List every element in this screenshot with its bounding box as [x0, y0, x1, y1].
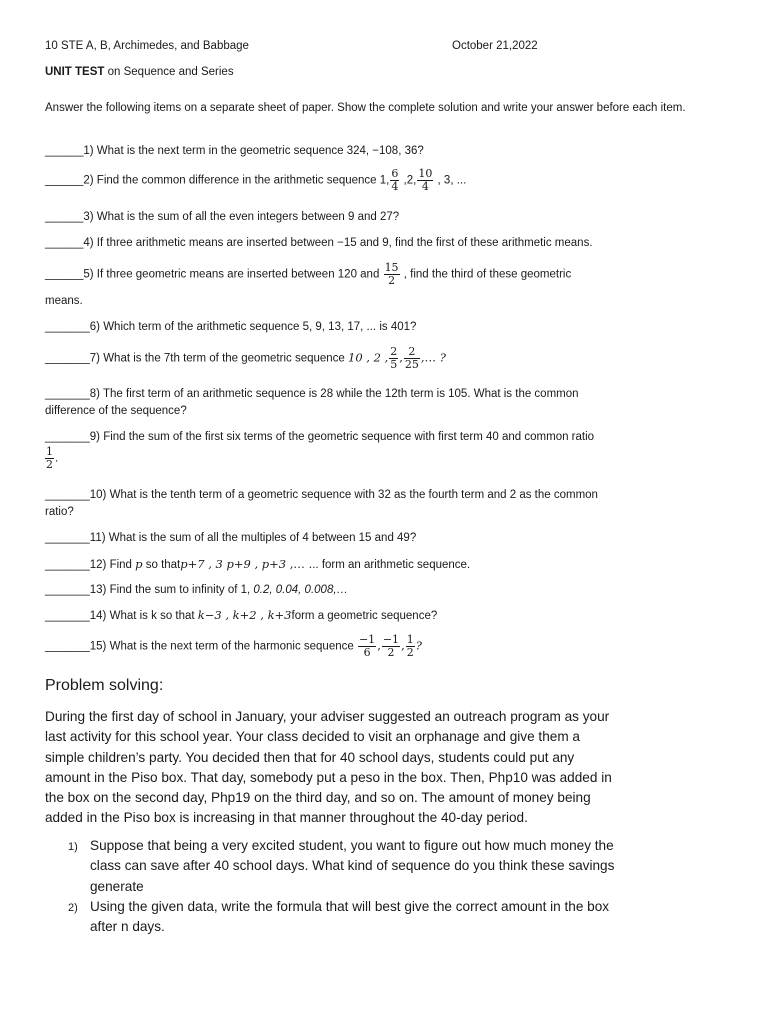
item-15-fraction-2 — [382, 634, 400, 659]
question-line: generate — [90, 878, 144, 894]
item-2-fraction-1 — [390, 168, 399, 193]
test-title-rest: on Sequence and Series — [104, 66, 234, 78]
fraction-denominator: 4 — [391, 180, 399, 193]
question-marker: 1) — [68, 841, 78, 853]
item-7-post: ,… ? — [420, 350, 446, 365]
problem-questions — [45, 836, 614, 937]
fraction-numerator: 6 — [391, 167, 399, 180]
fraction-denominator: 2 — [406, 646, 414, 659]
item-7-math: 10 , 2 , — [348, 350, 389, 365]
class-sections: 10 STE A, B, Archimedes, and Babbage — [45, 40, 249, 52]
question-line: class can save after 40 school days. What kind of sequence do you think these savings — [90, 858, 615, 874]
item-12-variable: p — [135, 557, 143, 571]
item-15-fraction-1 — [358, 634, 376, 659]
fraction-numerator: −1 — [382, 633, 400, 646]
item-7: _______7) What is the 7th term of the geometric sequence 10 , 2 , $\frac{2}{5}$ , $\frac{2}{25}$ ,… ? — [45, 345, 446, 371]
item-13 — [45, 583, 348, 598]
question-line: after n days. — [90, 919, 165, 935]
item-2-post: , 3, ... — [434, 174, 467, 187]
item-12-mid: so that — [142, 559, 181, 571]
item-5-text: ______5) If three geometric means are inserted between 120 and — [45, 268, 383, 281]
item-12-math: p+7 , 3 p+9 , p+3 ,… . — [180, 557, 313, 571]
item-14-post: form a geometric sequence? — [291, 610, 438, 622]
question-1 — [45, 836, 614, 897]
item-14-math: k−3 , k+2 , k+3 — [197, 608, 292, 622]
item-9-post: . — [55, 452, 59, 465]
question-marker: 2) — [68, 901, 78, 914]
fraction-denominator: 6 — [363, 646, 371, 659]
fraction-numerator: 10 — [418, 167, 433, 180]
fraction-numerator: 15 — [384, 261, 399, 274]
test-title — [45, 65, 234, 80]
fraction-numerator: −1 — [358, 633, 376, 646]
paragraph-line: simple children’s party. You decided then that for 40 school days, students could put any — [45, 749, 575, 765]
item-2-fraction-2 — [417, 168, 433, 193]
fraction-denominator: 5 — [390, 358, 398, 371]
paragraph-line: the box on the second day, Php19 on the third day, and so on. The amount of money being — [45, 790, 591, 806]
fraction-numerator: 1 — [46, 445, 53, 458]
paragraph-line: added in the Piso box is increasing in that manner throughout the 40-day period. — [45, 810, 528, 826]
item-2-text: ______2) Find the common difference in the arithmetic sequence 1, — [45, 174, 390, 187]
item-5 — [45, 262, 571, 287]
item-5-fraction — [384, 262, 400, 287]
item-9-fraction — [45, 446, 54, 471]
item-13-series: 0.2, 0.04, 0.008,… — [253, 584, 349, 596]
problem-paragraph — [45, 707, 612, 829]
fraction-denominator: 4 — [421, 180, 429, 193]
question-line: Suppose that being a very excited student, you want to figure out how much money the — [90, 838, 614, 853]
question-2 — [45, 897, 614, 938]
paragraph-line: During the first day of school in January, your adviser suggested an outreach program as your — [45, 709, 610, 724]
item-15-post: ? — [415, 638, 422, 653]
instructions: Answer the following items on a separate sheet of paper. Show the complete solution and write your answer before each item. — [45, 102, 686, 114]
item-5-continued: means. — [45, 295, 83, 307]
item-7-text: _______7) What is the 7th term of the geometric sequence — [45, 352, 349, 365]
item-7-fraction-1 — [389, 346, 398, 371]
item-9: _______9) Find the sum of the first six terms of the geometric sequence with first term 40 and common ratio — [45, 431, 595, 443]
item-6: _______6) Which term of the arithmetic sequence 5, 9, 13, 17, ... is 401? — [45, 321, 417, 333]
item-13-text: _______13) Find the sum to infinity of 1, — [45, 584, 254, 596]
test-title-bold: UNIT TEST — [45, 66, 105, 78]
item-14-text: _______14) What is k so that — [45, 610, 198, 622]
item-8: _______8) The first term of an arithmetic sequence is 28 while the 12th term is 105. What is the common — [45, 388, 579, 400]
fraction-denominator: 2 — [387, 646, 395, 659]
item-12-post: .. form an arithmetic sequence. — [312, 559, 471, 571]
item-10: _______10) What is the tenth term of a geometric sequence with 32 as the fourth term and 2 as the common — [45, 489, 598, 501]
fraction-denominator: 2 — [388, 274, 396, 287]
item-15: _______15) What is the next term of the harmonic sequence $\frac{-1}{6}$ , $\frac{-1}{2}$ , $\frac{1}{2}$ ? — [45, 633, 422, 659]
paragraph-line: last activity for this school year. Your class decided to visit an orphanage and give them a — [45, 729, 580, 745]
item-2 — [45, 168, 466, 193]
test-date: October 21,2022 — [452, 40, 538, 52]
question-line: Using the given data, write the formula that will best give the correct amount in the box — [90, 898, 610, 914]
item-12 — [45, 557, 470, 573]
paragraph-line: amount in the Piso box. That day, somebody put a peso in the box. Then, Php10 was added in — [45, 769, 612, 785]
fraction-denominator: 25 — [404, 358, 419, 371]
item-7-fraction-2 — [404, 346, 420, 371]
item-8-continued: difference of the sequence? — [45, 405, 187, 417]
item-12-text: _______12) Find — [45, 559, 136, 571]
item-5-post: , find the third of these geometric — [400, 268, 572, 281]
item-15-fraction-3 — [406, 634, 415, 659]
item-3: ______3) What is the sum of all the even integers between 9 and 27? — [45, 211, 400, 223]
problem-solving-heading: Problem solving: — [45, 677, 164, 694]
fraction-denominator: 2 — [46, 458, 53, 471]
item-1: ______1) What is the next term in the geometric sequence 324, −108, 36? — [45, 145, 424, 157]
item-9-ratio — [45, 446, 58, 471]
item-11: _______11) What is the sum of all the multiples of 4 between 15 and 49? — [45, 532, 417, 544]
item-14 — [45, 608, 437, 624]
item-15-text: _______15) What is the next term of the harmonic sequence — [45, 640, 357, 653]
fraction-numerator: 1 — [406, 633, 414, 646]
fraction-numerator: 2 — [404, 346, 420, 359]
item-2-mid: ,2, — [400, 174, 417, 187]
item-4: ______4) If three arithmetic means are inserted between −15 and 9, find the first of these arithmetic means. — [45, 237, 593, 249]
fraction-numerator: 2 — [390, 345, 398, 358]
item-10-continued: ratio? — [45, 506, 74, 518]
